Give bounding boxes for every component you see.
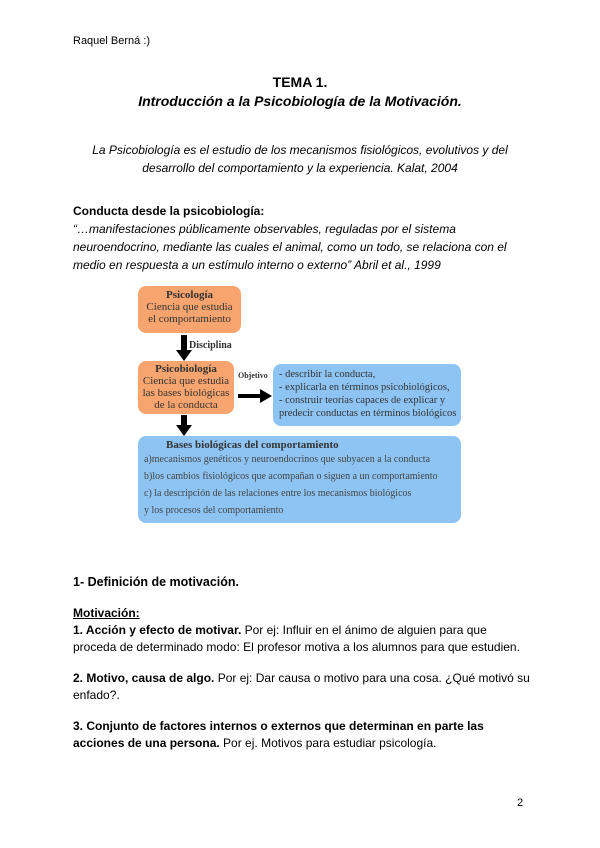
psicologia-line-1: Ciencia que estudia <box>146 301 233 313</box>
conducta-line-3: medio en respuesta a un estímulo interno o externo” Abril et al., 1999 <box>73 258 441 272</box>
psicobiologia-line-1: Ciencia que estudia <box>142 375 230 387</box>
definicion-heading: 1- Definición de motivación. <box>73 575 239 589</box>
definition-item-3-text: Por ej. Motivos para estudiar psicología. <box>219 736 437 750</box>
objetivo-box <box>273 364 461 426</box>
bases-title: Bases biológicas del comportamiento <box>166 439 339 451</box>
conducta-line-2: neuroendocrino, mediante las cuales el animal, como un todo, se relaciona con el <box>73 240 507 254</box>
psicobiologia-title: Psicobiología <box>155 363 217 375</box>
page-subtitle: Introducción a la Psicobiología de la Motivación. <box>138 93 462 109</box>
definition-item-3-bold: 3. Conjunto de factores internos o externos que determinan en parte las acciones de una persona. <box>73 719 484 750</box>
disciplina-label: Disciplina <box>189 340 232 351</box>
quote-line-2: desarrollo del comportamiento y la experiencia. Kalat, 2004 <box>142 161 458 175</box>
bases-line-4: y los procesos del comportamiento <box>144 505 284 516</box>
psicologia-title: Psicología <box>165 289 214 301</box>
psicobiologia-line-3: de la conducta <box>154 399 218 411</box>
arrow-right-icon <box>236 387 274 405</box>
arrow-down-2-icon <box>170 414 200 438</box>
definition-item-1-bold: 1. Acción y efecto de motivar. <box>73 623 242 637</box>
header-author: Raquel Berná :) <box>73 35 151 47</box>
psicologia-line-2: el comportamiento <box>148 313 231 325</box>
definition-item-3 <box>73 718 533 752</box>
definition-item-1-text: Por ej: Influir en el ánimo de alguien para que proceda de determinado modo: El profesor motiva a los alumnos para que estudien. <box>73 623 520 654</box>
objetivo-label: Objetivo <box>238 371 268 380</box>
bases-line-2: b)los cambios fisiológicos que acompañan o siguen a un comportamiento <box>144 471 438 482</box>
conducta-heading: Conducta desde la psicobiología: <box>73 204 265 218</box>
page-title: TEMA 1. <box>272 74 328 90</box>
conducta-quote <box>73 220 533 274</box>
psicobiologia-box <box>138 361 234 414</box>
definition-item-2-text: Por ej: Dar causa o motivo para una cosa. ¿Qué motivó su enfado?. <box>73 671 530 702</box>
bases-line-3: c) la descripción de las relaciones entre los mecanismos biológicos <box>144 488 412 499</box>
quote-line-1: La Psicobiología es el estudio de los mecanismos fisiológicos, evolutivos y del <box>92 143 508 157</box>
objetivo-line-1: - describir la conducta, <box>279 369 376 380</box>
motivacion-subheading: Motivación: <box>73 606 140 620</box>
definition-item-2-bold: 2. Motivo, causa de algo. <box>73 671 215 685</box>
definition-quote <box>60 141 540 177</box>
definition-item-2 <box>73 670 533 704</box>
objetivo-line-2: - explicarla en términos psicobiológicos, <box>279 382 450 393</box>
bases-line-1: a)mecanismos genéticos y neuroendocrinos que subyacen a la conducta <box>144 454 431 465</box>
psicobiologia-line-2: las bases biológicas <box>142 387 230 399</box>
bases-box <box>138 436 461 523</box>
definition-item-1 <box>73 622 533 656</box>
objetivo-line-3: - construir teorías capaces de explicar y <box>279 395 446 406</box>
objetivo-line-4: predecir conductas en términos biológicos <box>279 408 457 419</box>
page-number: 2 <box>517 797 524 809</box>
psicologia-box <box>138 286 241 333</box>
conducta-line-1: “…manifestaciones públicamente observables, reguladas por el sistema <box>73 222 456 236</box>
